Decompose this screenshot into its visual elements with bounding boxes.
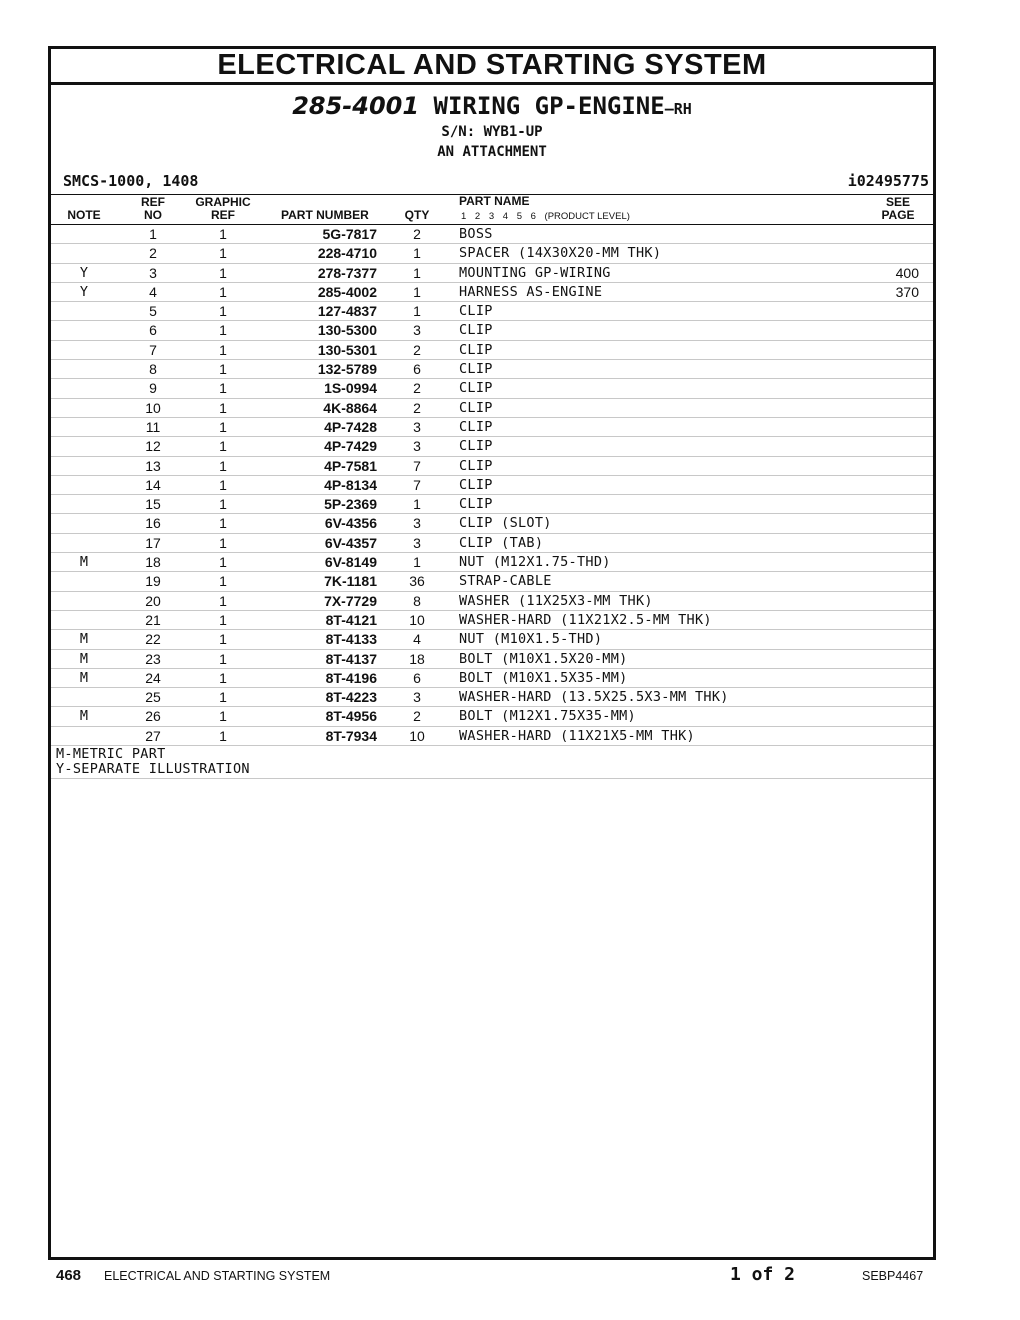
part-number-cell: 278-7377 bbox=[317, 264, 377, 281]
part-name-cell: WASHER (11X25X3-MM THK) bbox=[459, 592, 653, 609]
part-number-cell: 5P-2369 bbox=[324, 496, 377, 513]
qty-cell: 1 bbox=[413, 303, 421, 320]
table-row bbox=[51, 283, 933, 302]
table-row bbox=[51, 727, 933, 746]
part-name-cell: STRAP-CABLE bbox=[459, 573, 552, 590]
qty-cell: 10 bbox=[409, 727, 425, 744]
graphic-ref-cell: 1 bbox=[219, 361, 227, 378]
qty-cell: 7 bbox=[413, 476, 421, 493]
graphic-ref-cell: 1 bbox=[219, 283, 227, 300]
part-number-cell: 4P-7429 bbox=[324, 438, 377, 455]
ref-no-cell: 26 bbox=[145, 708, 161, 725]
qty-cell: 6 bbox=[413, 361, 421, 378]
part-number-cell: 1S-0994 bbox=[324, 380, 377, 397]
table-row bbox=[51, 457, 933, 476]
table-row bbox=[51, 514, 933, 533]
part-number-cell: 8T-4956 bbox=[325, 708, 377, 725]
table-row bbox=[51, 244, 933, 263]
part-number-cell: 8T-4196 bbox=[325, 669, 377, 686]
part-number-cell: 4P-7581 bbox=[324, 457, 377, 474]
qty-cell: 1 bbox=[413, 264, 421, 281]
part-name-cell: CLIP bbox=[459, 341, 493, 358]
part-name-cell: WASHER-HARD (11X21X5-MM THK) bbox=[459, 727, 695, 744]
part-number-cell: 8T-4121 bbox=[325, 611, 377, 628]
ref-no-cell: 5 bbox=[149, 303, 157, 320]
part-number-cell: 127-4837 bbox=[317, 303, 377, 320]
graphic-ref-cell: 1 bbox=[219, 592, 227, 609]
ref-no-cell: 11 bbox=[145, 418, 161, 435]
ref-no-cell: 18 bbox=[145, 554, 161, 571]
qty-cell: 1 bbox=[413, 283, 421, 300]
qty-cell: 1 bbox=[413, 496, 421, 513]
ref-no-cell: 22 bbox=[145, 631, 161, 648]
header-see-bottom: PAGE bbox=[881, 208, 915, 222]
smcs-code: SMCS-1000, 1408 bbox=[63, 172, 199, 190]
note-cell: Y bbox=[79, 264, 89, 281]
graphic-ref-cell: 1 bbox=[219, 631, 227, 648]
qty-cell: 36 bbox=[409, 573, 425, 590]
note-cell: M bbox=[79, 650, 89, 667]
table-row bbox=[51, 321, 933, 340]
document-id: SEBP4467 bbox=[862, 1269, 924, 1283]
header-note: NOTE bbox=[67, 208, 101, 222]
qty-cell: 2 bbox=[413, 708, 421, 725]
ref-no-cell: 12 bbox=[145, 438, 161, 455]
table-row bbox=[51, 225, 933, 244]
part-number-cell: 6V-4356 bbox=[324, 515, 377, 532]
ref-no-cell: 10 bbox=[145, 399, 161, 416]
group-name: WIRING GP-ENGINE bbox=[433, 92, 665, 120]
note-cell: Y bbox=[79, 283, 89, 300]
part-number-cell: 130-5300 bbox=[317, 322, 377, 339]
ref-no-cell: 16 bbox=[145, 515, 161, 532]
qty-cell: 3 bbox=[413, 689, 421, 706]
ref-no-cell: 23 bbox=[145, 650, 161, 667]
part-name-cell: CLIP bbox=[459, 322, 493, 339]
graphic-ref-cell: 1 bbox=[219, 418, 227, 435]
part-name-cell: CLIP bbox=[459, 438, 493, 455]
table-row bbox=[51, 264, 933, 283]
qty-cell: 7 bbox=[413, 457, 421, 474]
ref-no-cell: 1 bbox=[149, 226, 157, 242]
part-name-cell: BOLT (M12X1.75X35-MM) bbox=[459, 708, 636, 725]
part-name-cell: BOSS bbox=[459, 226, 493, 242]
ref-no-cell: 15 bbox=[145, 496, 161, 513]
part-number-cell: 4K-8864 bbox=[323, 399, 377, 416]
part-number-cell: 8T-4137 bbox=[325, 650, 377, 667]
page-footer bbox=[0, 1264, 1020, 1288]
table-row bbox=[51, 379, 933, 398]
graphic-ref-cell: 1 bbox=[219, 611, 227, 628]
graphic-ref-cell: 1 bbox=[219, 727, 227, 744]
ref-no-cell: 8 bbox=[149, 361, 157, 378]
parts-table-body bbox=[51, 225, 933, 746]
part-name-cell: NUT (M10X1.5-THD) bbox=[459, 631, 603, 648]
qty-cell: 3 bbox=[413, 438, 421, 455]
part-name-cell: CLIP bbox=[459, 496, 493, 513]
ref-no-cell: 14 bbox=[145, 476, 161, 493]
qty-cell: 1 bbox=[413, 245, 421, 262]
qty-cell: 8 bbox=[413, 592, 421, 609]
part-name-cell: HARNESS AS-ENGINE bbox=[459, 283, 603, 300]
ref-no-cell: 4 bbox=[149, 283, 157, 300]
graphic-ref-cell: 1 bbox=[219, 245, 227, 262]
table-row bbox=[51, 399, 933, 418]
page-of: 1 of 2 bbox=[730, 1264, 796, 1285]
table-row bbox=[51, 495, 933, 514]
header-product-level: (PRODUCT LEVEL) bbox=[544, 211, 630, 222]
table-row bbox=[51, 553, 933, 572]
legend bbox=[51, 746, 933, 779]
part-name-cell: NUT (M12X1.75-THD) bbox=[459, 554, 611, 571]
part-name-cell: CLIP bbox=[459, 399, 493, 416]
part-number-cell: 132-5789 bbox=[317, 361, 377, 378]
footer-section: ELECTRICAL AND STARTING SYSTEM bbox=[104, 1269, 331, 1283]
qty-cell: 1 bbox=[413, 554, 421, 571]
graphic-ref-cell: 1 bbox=[219, 303, 227, 320]
qty-cell: 3 bbox=[413, 515, 421, 532]
part-number-cell: 285-4002 bbox=[317, 283, 377, 300]
graphic-ref-cell: 1 bbox=[219, 554, 227, 571]
page-number: 468 bbox=[56, 1267, 82, 1284]
part-name-cell: CLIP bbox=[459, 303, 493, 320]
graphic-ref-cell: 1 bbox=[219, 534, 227, 551]
graphic-ref-cell: 1 bbox=[219, 689, 227, 706]
header-see-top: SEE bbox=[885, 195, 910, 209]
note-cell: M bbox=[79, 631, 89, 648]
ref-no-cell: 2 bbox=[149, 245, 157, 262]
part-number-cell: 130-5301 bbox=[317, 341, 377, 358]
qty-cell: 2 bbox=[413, 380, 421, 397]
table-row bbox=[51, 476, 933, 495]
graphic-ref-cell: 1 bbox=[219, 496, 227, 513]
ref-no-cell: 9 bbox=[149, 380, 157, 397]
graphic-ref-cell: 1 bbox=[219, 322, 227, 339]
part-name-cell: CLIP bbox=[459, 476, 493, 493]
part-name-cell: CLIP (TAB) bbox=[459, 534, 544, 551]
see-page-cell: 400 bbox=[895, 264, 919, 281]
graphic-ref-cell: 1 bbox=[219, 380, 227, 397]
table-row bbox=[51, 650, 933, 669]
header-level-numbers: 1 2 3 4 5 6 bbox=[461, 211, 536, 222]
note-cell: M bbox=[79, 708, 89, 725]
ref-no-cell: 21 bbox=[145, 611, 161, 628]
graphic-ref-cell: 1 bbox=[219, 399, 227, 416]
qty-cell: 6 bbox=[413, 669, 421, 686]
note-cell: M bbox=[79, 554, 89, 571]
serial-number: S/N: WYB1-UP bbox=[441, 124, 543, 140]
table-row bbox=[51, 630, 933, 649]
qty-cell: 18 bbox=[409, 650, 425, 667]
group-part-number: 285-4001 bbox=[292, 92, 420, 120]
header-qty: QTY bbox=[404, 208, 430, 222]
graphic-ref-cell: 1 bbox=[219, 341, 227, 358]
part-name-cell: CLIP bbox=[459, 418, 493, 435]
ref-no-cell: 6 bbox=[149, 322, 157, 339]
see-page-cell: 370 bbox=[895, 283, 919, 300]
qty-cell: 3 bbox=[413, 322, 421, 339]
section-title: ELECTRICAL AND STARTING SYSTEM bbox=[51, 49, 933, 85]
ref-no-cell: 24 bbox=[145, 669, 161, 686]
group-suffix: –RH bbox=[664, 100, 692, 118]
graphic-ref-cell: 1 bbox=[219, 650, 227, 667]
graphic-ref-cell: 1 bbox=[219, 476, 227, 493]
header-part-number: PART NUMBER bbox=[281, 208, 369, 222]
graphic-ref-cell: 1 bbox=[219, 264, 227, 281]
table-row bbox=[51, 669, 933, 688]
part-number-cell: 8T-7934 bbox=[325, 727, 377, 744]
qty-cell: 2 bbox=[413, 226, 421, 242]
part-name-cell: WASHER-HARD (11X21X2.5-MM THK) bbox=[459, 611, 712, 628]
graphic-ref-cell: 1 bbox=[219, 669, 227, 686]
part-name-cell: CLIP (SLOT) bbox=[459, 515, 552, 532]
part-number-cell: 8T-4133 bbox=[325, 631, 377, 648]
qty-cell: 3 bbox=[413, 534, 421, 551]
table-row bbox=[51, 437, 933, 456]
table-row bbox=[51, 688, 933, 707]
part-name-cell: WASHER-HARD (13.5X25.5X3-MM THK) bbox=[459, 689, 729, 706]
ref-no-cell: 19 bbox=[145, 573, 161, 590]
qty-cell: 2 bbox=[413, 341, 421, 358]
group-title bbox=[51, 93, 933, 122]
header-ref-bottom: NO bbox=[144, 208, 162, 222]
part-number-cell: 6V-8149 bbox=[324, 554, 377, 571]
part-name-cell: SPACER (14X30X20-MM THK) bbox=[459, 245, 662, 262]
table-row bbox=[51, 302, 933, 321]
header-part-name: PART NAME bbox=[459, 194, 530, 208]
table-row bbox=[51, 534, 933, 553]
part-number-cell: 8T-4223 bbox=[325, 689, 377, 706]
table-row bbox=[51, 611, 933, 630]
table-header bbox=[51, 195, 933, 225]
header-graphic-top: GRAPHIC bbox=[195, 195, 251, 209]
table-row bbox=[51, 592, 933, 611]
part-number-cell: 7K-1181 bbox=[324, 573, 377, 590]
part-name-cell: CLIP bbox=[459, 380, 493, 397]
part-name-cell: BOLT (M10X1.5X20-MM) bbox=[459, 650, 628, 667]
parts-page-frame bbox=[48, 46, 936, 1260]
part-number-cell: 5G-7817 bbox=[322, 226, 377, 242]
table-row bbox=[51, 418, 933, 437]
note-cell: M bbox=[79, 669, 89, 686]
qty-cell: 10 bbox=[409, 611, 425, 628]
part-name-cell: MOUNTING GP-WIRING bbox=[459, 264, 611, 281]
graphic-ref-cell: 1 bbox=[219, 515, 227, 532]
qty-cell: 2 bbox=[413, 399, 421, 416]
graphic-ref-cell: 1 bbox=[219, 438, 227, 455]
graphic-ref-cell: 1 bbox=[219, 457, 227, 474]
table-row bbox=[51, 341, 933, 360]
part-name-cell: BOLT (M10X1.5X35-MM) bbox=[459, 669, 628, 686]
ref-no-cell: 3 bbox=[149, 264, 157, 281]
part-number-cell: 4P-7428 bbox=[324, 418, 377, 435]
legend-separate-illustration: Y-SEPARATE ILLUSTRATION bbox=[56, 761, 250, 778]
illustration-id: i02495775 bbox=[847, 172, 929, 190]
qty-cell: 3 bbox=[413, 418, 421, 435]
part-number-cell: 4P-8134 bbox=[324, 476, 377, 493]
part-number-cell: 6V-4357 bbox=[324, 534, 377, 551]
ref-no-cell: 13 bbox=[145, 457, 161, 474]
legend-metric: M-METRIC PART bbox=[56, 746, 166, 763]
ref-no-cell: 7 bbox=[149, 341, 157, 358]
qty-cell: 4 bbox=[413, 631, 421, 648]
table-row bbox=[51, 360, 933, 379]
ref-no-cell: 25 bbox=[145, 689, 161, 706]
table-row bbox=[51, 572, 933, 591]
graphic-ref-cell: 1 bbox=[219, 573, 227, 590]
graphic-ref-cell: 1 bbox=[219, 226, 227, 242]
table-row bbox=[51, 707, 933, 726]
part-name-cell: CLIP bbox=[459, 361, 493, 378]
smcs-row bbox=[51, 170, 933, 194]
group-type: AN ATTACHMENT bbox=[437, 144, 547, 160]
header-graphic-bottom: REF bbox=[211, 208, 235, 222]
part-number-cell: 228-4710 bbox=[317, 245, 377, 262]
ref-no-cell: 27 bbox=[145, 727, 161, 744]
graphic-ref-cell: 1 bbox=[219, 708, 227, 725]
ref-no-cell: 20 bbox=[145, 592, 161, 609]
header-levels bbox=[461, 210, 630, 223]
header-ref-top: REF bbox=[141, 195, 165, 209]
part-number-cell: 7X-7729 bbox=[324, 592, 377, 609]
ref-no-cell: 17 bbox=[145, 534, 161, 551]
part-name-cell: CLIP bbox=[459, 457, 493, 474]
